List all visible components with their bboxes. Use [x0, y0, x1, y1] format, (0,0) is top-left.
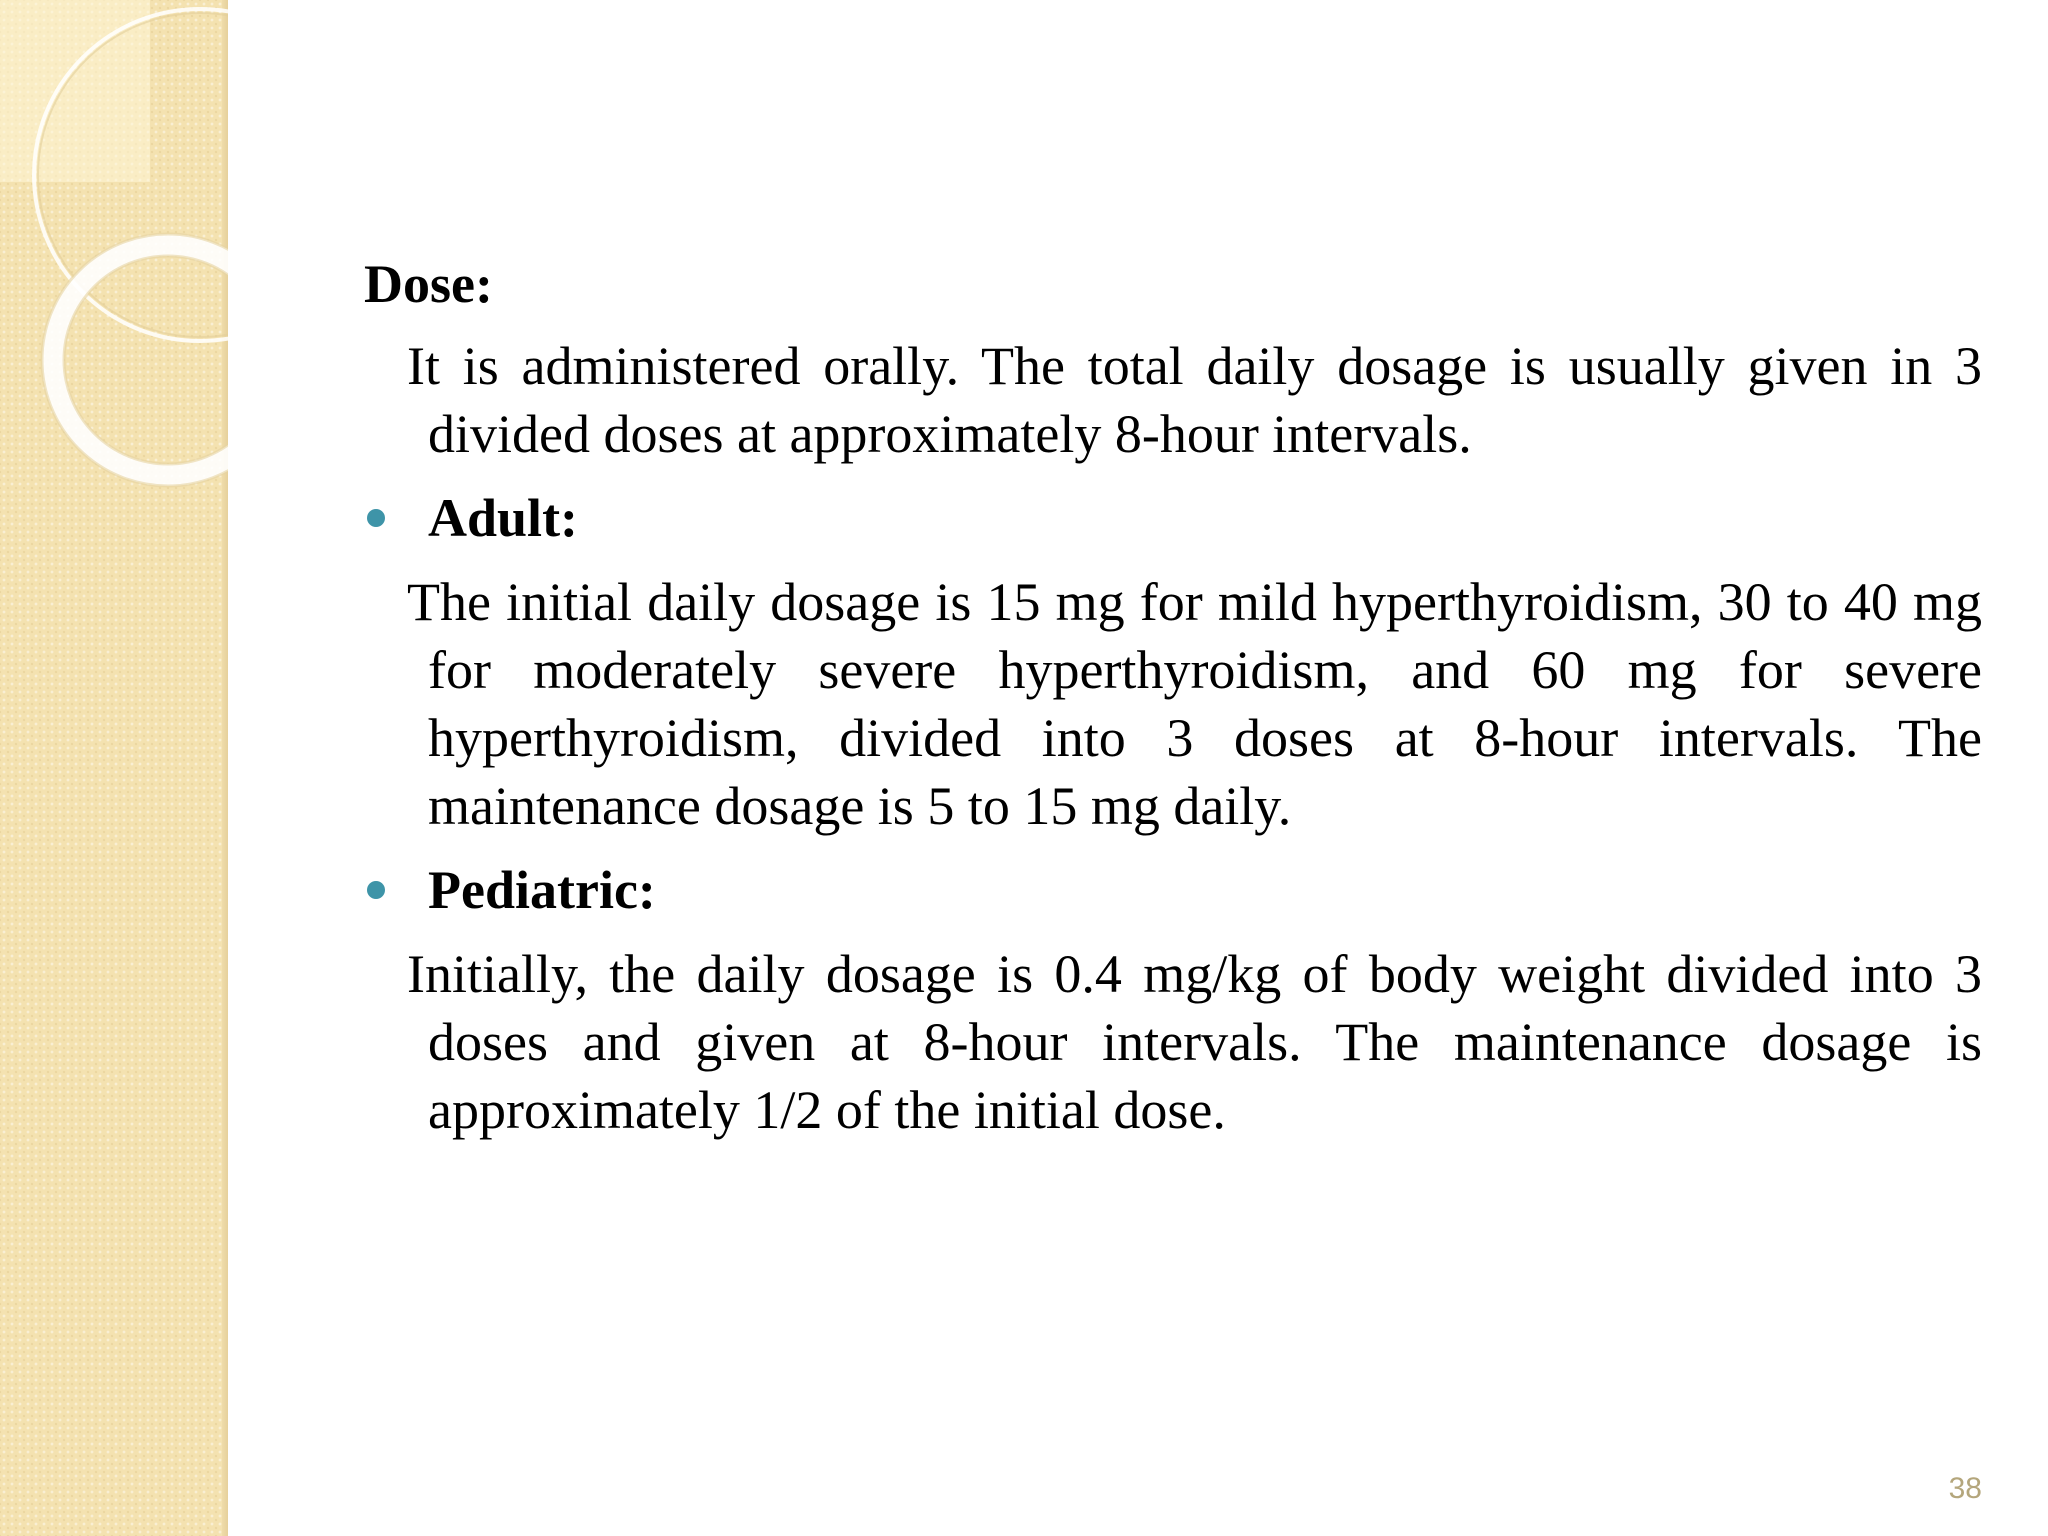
decorative-rings — [0, 0, 228, 520]
pediatric-label: Pediatric: — [428, 860, 656, 920]
dose-heading: Dose: — [364, 254, 493, 314]
dose-intro-paragraph: It is administered orally. The total daily dosage is usually given in 3 divided doses at approximately 8-hour intervals. — [407, 336, 1982, 464]
bullet-dot-icon — [367, 881, 385, 899]
pediatric-dosage-paragraph: Initially, the daily dosage is 0.4 mg/kg of body weight divided into 3 doses and given at 8-hour intervals. The maintenance dosage is approximately 1/2 of the initial dose. — [407, 944, 1982, 1140]
adult-bullet — [364, 484, 1982, 552]
slide-content — [364, 250, 1982, 1144]
adult-dosage-paragraph: The initial daily dosage is 15 mg for mild hyperthyroidism, 30 to 40 mg for moderately severe hyperthyroidism, and 60 mg for severe hyperthyroidism, divided into 3 doses at 8-hour intervals. The maintenance dosage is 5 to 15 mg daily. — [407, 572, 1982, 836]
page-number: 38 — [1948, 1472, 1982, 1505]
bullet-dot-icon — [367, 509, 385, 527]
adult-label: Adult: — [428, 488, 579, 548]
pediatric-bullet — [364, 856, 1982, 924]
